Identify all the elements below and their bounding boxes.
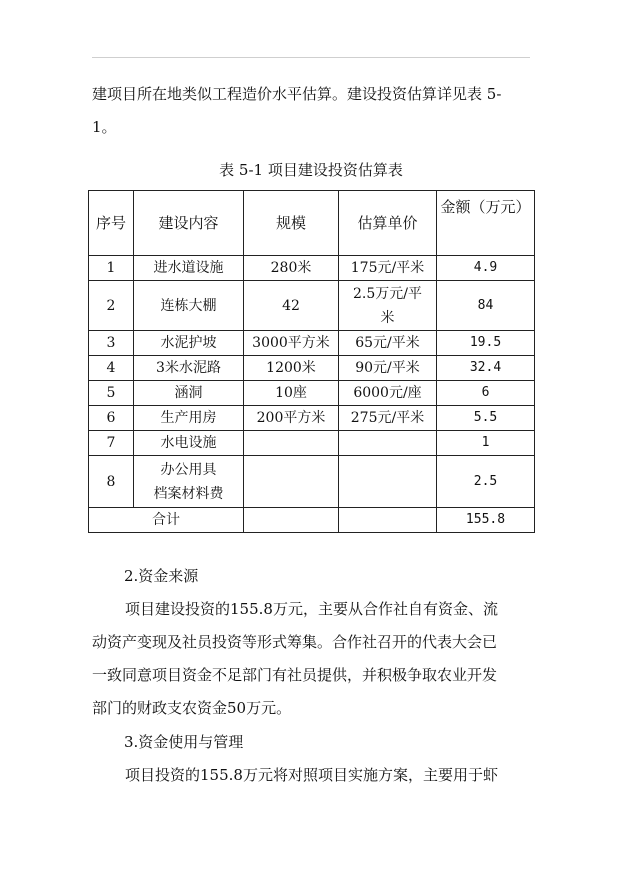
cell-scale: 1200米 xyxy=(244,356,339,381)
cell-scale: 10座 xyxy=(244,381,339,406)
total-label: 合计 xyxy=(89,508,244,533)
header-scale: 规模 xyxy=(244,191,339,256)
section-3-line-1: 项目投资的155.8万元将对照项目实施方案，主要用于虾 xyxy=(125,766,498,784)
section-3-heading: 3.资金使用与管理 xyxy=(124,733,244,751)
header-item: 建设内容 xyxy=(134,191,244,256)
cell-price-line-1: 2.5万元/平 xyxy=(353,285,422,302)
cell-no: 4 xyxy=(89,356,134,381)
table-row xyxy=(89,431,535,456)
intro-line-1: 建项目所在地类似工程造价水平估算。建设投资估算详见表 5- xyxy=(92,85,502,103)
header-price: 估算单价 xyxy=(339,191,437,256)
cell-amount: 32.4 xyxy=(437,356,535,381)
cell-scale: 3000平方米 xyxy=(244,331,339,356)
section-2-line-2: 动资产变现及社员投资等形式筹集。合作社召开的代表大会已 xyxy=(92,633,498,651)
cell-amount: 2.5 xyxy=(437,456,535,508)
cell-amount: 19.5 xyxy=(437,331,535,356)
total-empty-scale xyxy=(244,508,339,533)
table-caption: 表 5-1 项目建设投资估算表 xyxy=(219,161,403,179)
cell-no: 7 xyxy=(89,431,134,456)
total-empty-price xyxy=(339,508,437,533)
cell-item-line-2: 档案材料费 xyxy=(153,485,224,502)
intro-line-2: 1。 xyxy=(92,118,117,136)
cell-item: 生产用房 xyxy=(134,406,244,431)
table-row xyxy=(89,331,535,356)
cell-price: 65元/平米 xyxy=(339,331,437,356)
cell-amount: 84 xyxy=(437,281,535,331)
cell-price: 175元/平米 xyxy=(339,256,437,281)
section-2-line-3: 一致同意项目资金不足部门有社员提供，并积极争取农业开发 xyxy=(92,666,498,684)
cell-scale: 200平方米 xyxy=(244,406,339,431)
cell-item: 连栋大棚 xyxy=(134,281,244,331)
cell-no: 3 xyxy=(89,331,134,356)
cell-item: 进水道设施 xyxy=(134,256,244,281)
cell-item: 涵洞 xyxy=(134,381,244,406)
cell-price xyxy=(339,456,437,508)
table-row xyxy=(89,256,535,281)
section-2-heading: 2.资金来源 xyxy=(124,567,199,585)
section-2-line-1: 项目建设投资的155.8万元，主要从合作社自有资金、流 xyxy=(125,600,498,618)
cell-no: 1 xyxy=(89,256,134,281)
table-row xyxy=(89,406,535,431)
page-header-rule xyxy=(92,57,530,58)
cell-price: 275元/平米 xyxy=(339,406,437,431)
table-total-row xyxy=(89,508,535,533)
cell-price xyxy=(339,281,437,331)
cell-no: 5 xyxy=(89,381,134,406)
table-row xyxy=(89,456,535,508)
cell-amount: 5.5 xyxy=(437,406,535,431)
cell-item: 水电设施 xyxy=(134,431,244,456)
cell-no: 6 xyxy=(89,406,134,431)
cell-price-line-2: 米 xyxy=(380,309,395,326)
cell-amount: 6 xyxy=(437,381,535,406)
cell-scale: 280米 xyxy=(244,256,339,281)
cell-price: 6000元/座 xyxy=(339,381,437,406)
cell-item: 水泥护坡 xyxy=(134,331,244,356)
cell-amount: 4.9 xyxy=(437,256,535,281)
cell-item: 3米水泥路 xyxy=(134,356,244,381)
header-amount: 金额（万元） xyxy=(437,191,535,256)
table-row xyxy=(89,281,535,331)
table-header-row xyxy=(89,191,535,256)
section-2-line-4: 部门的财政支农资金50万元。 xyxy=(92,699,292,717)
cell-no: 8 xyxy=(89,456,134,508)
header-no: 序号 xyxy=(89,191,134,256)
total-amount: 155.8 xyxy=(437,508,535,533)
cell-scale xyxy=(244,456,339,508)
cell-item-line-1: 办公用具 xyxy=(160,461,217,478)
table-row xyxy=(89,381,535,406)
cell-price: 90元/平米 xyxy=(339,356,437,381)
cell-scale xyxy=(244,431,339,456)
budget-table xyxy=(88,190,535,533)
table-row xyxy=(89,356,535,381)
cell-item xyxy=(134,456,244,508)
cell-price xyxy=(339,431,437,456)
cell-amount: 1 xyxy=(437,431,535,456)
cell-no: 2 xyxy=(89,281,134,331)
cell-scale: 42 xyxy=(244,281,339,331)
